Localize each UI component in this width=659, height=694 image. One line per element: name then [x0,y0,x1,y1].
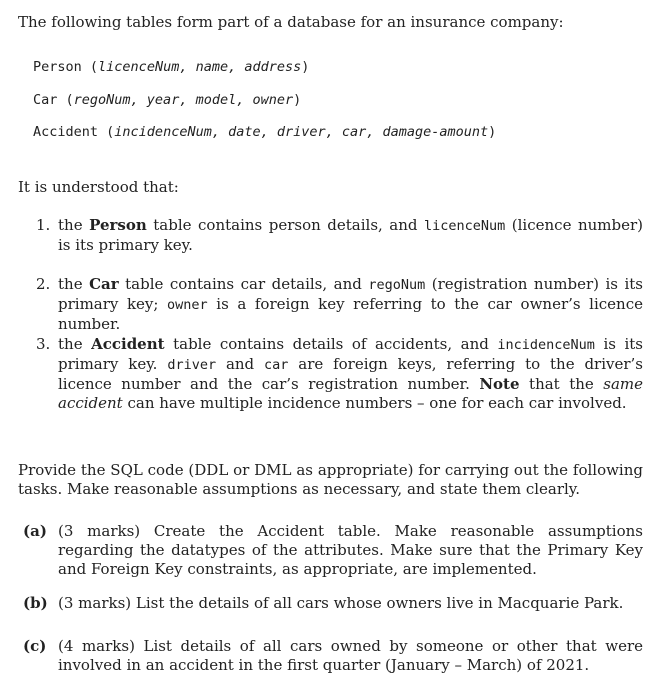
item-text: the Person table contains person details, and licenceNum (licence number) is its primary key. [58,216,643,254]
table-name: Person [33,59,82,75]
schema-person: Person (licenceNum, name, address) [33,59,310,75]
question-text: (3 marks) Create the Accident table. Make reasonable assumptions regarding the datatypes of the attributes. Make sure that the Primary Key and Foreign Key constraints, as appropriate, are implemented. [58,522,643,578]
provide-text: Provide the SQL code (DDL or DML as appropriate) for carrying out the following tasks. Make reasonable assumptions as necessary, and state them clearly. [18,461,643,498]
question-label: (c) [23,637,47,655]
schema-accident: Accident (incidenceNum, date, driver, car, damage-amount) [33,124,497,140]
understood-text: It is understood that: [18,178,179,196]
question-text: (3 marks) List the details of all cars whose owners live in Macquarie Park. [58,594,624,612]
table-name: Accident [33,124,99,140]
table-name: Car [33,92,58,108]
item-number: 3. [36,335,51,353]
table-attrs: incidenceNum, date, driver, car, damage-amount [114,124,489,140]
question-label: (b) [23,594,48,612]
table-attrs: licenceNum, name, address [98,59,302,75]
item-number: 1. [36,216,51,234]
intro-text: The following tables form part of a database for an insurance company: [18,13,564,31]
table-attrs: regoNum, year, model, owner [73,92,294,108]
schema-car: Car (regoNum, year, model, owner) [33,92,302,108]
item-text: the Car table contains car details, and regoNum (registration number) is its primary key; owner is a foreign key referring to the car owner’s licence number. [58,275,643,333]
question-label: (a) [23,522,47,540]
item-number: 2. [36,275,51,293]
item-text: the Accident table contains details of accidents, and incidenceNum is its primary key. driver and car are foreign keys, referring to the driver’s licence number and the car’s registration number. Note that the same accident can have multiple incidence numbers – one for each car involved. [58,335,644,412]
question-text: (4 marks) List details of all cars owned by someone or other that were involved in an accident in the first quarter (January – March) of 2021. [58,637,643,674]
